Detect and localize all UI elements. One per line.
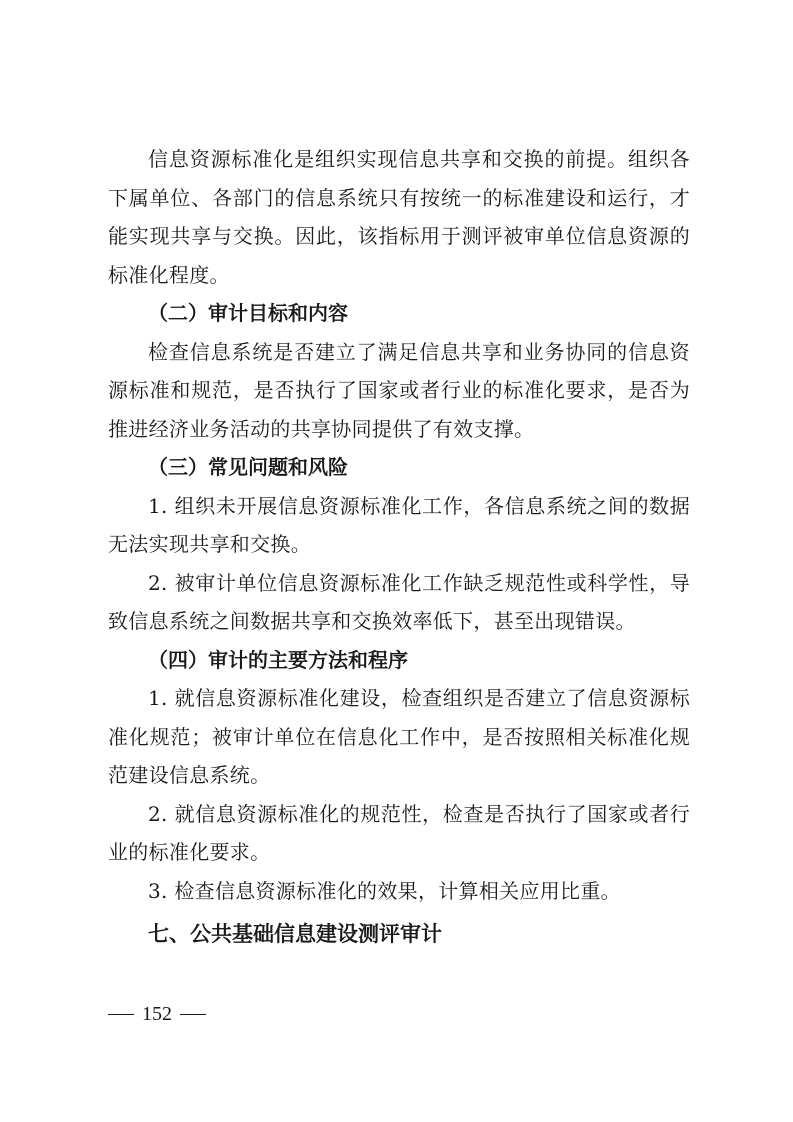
page-content	[108, 140, 690, 954]
paragraph-risk-2: 2. 被审计单位信息资源标准化工作缺乏规范性或科学性，导致信息系统之间数据共享和交换效率低下，甚至出现错误。	[108, 570, 690, 633]
heading-audit-objectives: （二）审计目标和内容	[148, 301, 348, 325]
heading-common-risks: （三）常见问题和风险	[148, 455, 348, 479]
paragraph-risk-1: 1. 组织未开展信息资源标准化工作，各信息系统之间的数据无法实现共享和交换。	[108, 493, 690, 556]
page-number: 152	[142, 1003, 172, 1025]
paragraph-standardization-premise: 信息资源标准化是组织实现信息共享和交换的前提。组织各下属单位、各部门的信息系统只有按统一的标准建设和运行，才能实现共享与交换。因此，该指标用于测评被审单位信息资源的标准化程度。	[108, 147, 690, 287]
paragraph-method-1: 1. 就信息资源标准化建设，检查组织是否建立了信息资源标准化规范；被审计单位在信息化工作中，是否按照相关标准化规范建设信息系统。	[108, 686, 690, 787]
page-footer	[108, 1003, 206, 1026]
footer-dash-left	[108, 1014, 134, 1015]
heading-audit-methods: （四）审计的主要方法和程序	[148, 647, 408, 672]
paragraph-method-3: 3. 检查信息资源标准化的效果，计算相关应用比重。	[148, 878, 621, 903]
paragraph-audit-objectives: 检查信息系统是否建立了满足信息共享和业务协同的信息资源标准和规范，是否执行了国家或者行业的标准化要求，是否为推进经济业务活动的共享协同提供了有效支撑。	[108, 339, 690, 441]
paragraph-method-2: 2. 就信息资源标准化的规范性，检查是否执行了国家或者行业的标准化要求。	[108, 801, 690, 864]
section-title-public-infrastructure: 七、公共基础信息建设测评审计	[148, 922, 442, 946]
footer-dash-right	[180, 1014, 206, 1015]
